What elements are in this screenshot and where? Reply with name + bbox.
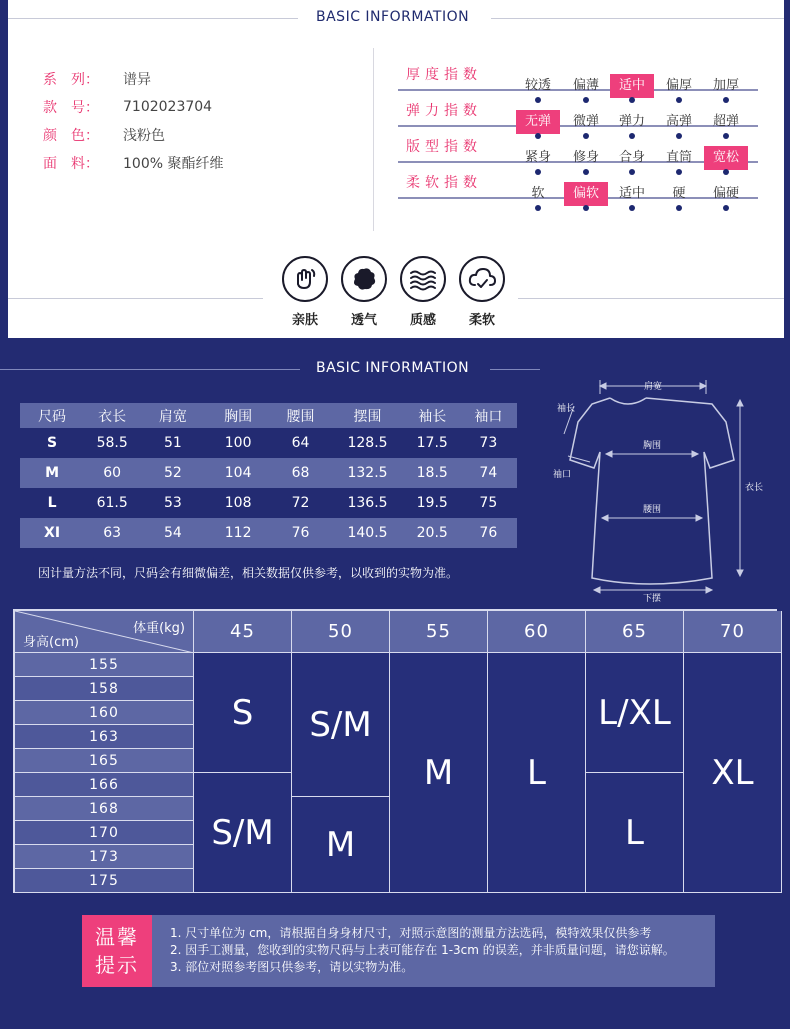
size-value: 52 [140,458,205,488]
garment-diagram [548,372,778,604]
tips-badge-line2: 提示 [95,953,139,977]
column-header: 胸围 [206,403,271,428]
size-value: 140.5 [330,518,404,548]
size-section-header: BASIC INFORMATION [316,360,470,376]
height-row-label: 155 [15,653,194,677]
section-header: BASIC INFORMATION [316,9,470,25]
label-cuff: 袖口 [552,470,572,480]
height-row-label: 175 [15,869,194,893]
column-header: 摆围 [330,403,404,428]
label-chest: 胸围 [642,441,662,451]
height-row-label: 158 [15,677,194,701]
tip-line: 3. 部位对照参考图只供参考，请以实物为准。 [170,960,414,974]
size-name: M [20,458,84,488]
size-note: 因计量方法不同，尺码会有细微偏差，相关数据仅供参考，以收到的实物为准。 [38,566,459,580]
weight-header: 70 [684,611,782,653]
indicator-option: 合身 [618,150,645,165]
feature-breathable [339,256,389,328]
size-value: 73 [479,435,498,451]
indicator-option: 偏硬 [712,186,739,201]
size-recommendation: S/M [194,773,292,893]
size-value: 100 [224,435,252,451]
size-value: 20.5 [405,518,460,548]
texture-icon [400,256,446,302]
diagram-body-outline [570,398,734,584]
feature-skin-friendly [280,256,330,328]
size-recommendation: S [194,653,292,773]
feature-label: 亲肤 [291,313,318,328]
indicator-option: 偏软 [564,182,608,206]
attribute-label: 款 号： [43,100,99,116]
size-name: XI [20,518,84,548]
size-recommendation: L [586,773,684,893]
size-table [20,403,517,548]
feature-label: 质感 [409,313,436,328]
product-attributes [43,65,223,177]
weight-axis-label: 体重(kg) [133,621,185,636]
header-rule-left [8,18,298,19]
feature-rule-left [8,298,263,299]
size-value: 76 [271,518,331,548]
height-row-label: 165 [15,749,194,773]
indicator-option: 加厚 [712,78,739,93]
size-recommendation: L/XL [586,653,684,773]
size-value: 74 [460,458,517,488]
attribute-value: 7102023704 [123,99,213,115]
size-value: 108 [224,495,252,511]
indicator-row [398,100,758,136]
feature-texture [398,256,448,328]
indicator-option: 宽松 [704,146,748,170]
size-value: 58.5 [96,435,128,451]
indicator-dot [629,205,635,211]
indicator-label: 柔软指数 [406,175,482,191]
attribute-value: 100% 聚酯纤维 [123,156,224,172]
size-value: 64 [291,435,310,451]
height-row-label: 163 [15,725,194,749]
size-row [20,518,517,548]
header-rule-right [491,18,784,19]
attribute-label: 系 列： [43,72,99,88]
indicator-option: 修身 [572,150,599,165]
indicator-dot [676,205,682,211]
size-value: 60 [84,458,140,488]
label-length: 衣长 [744,483,764,493]
height-row-label: 173 [15,845,194,869]
size-value: 19.5 [416,495,448,511]
indicator-option: 弹力 [618,114,645,129]
size-value: 72 [291,495,310,511]
size-recommendation: XL [684,653,782,893]
height-row-label: 170 [15,821,194,845]
size-value: 68 [271,458,331,488]
attribute-row [43,65,223,93]
size-value: 54 [140,518,205,548]
size-value: 75 [479,495,498,511]
size-row [20,488,517,518]
indicator-label: 厚度指数 [406,67,482,83]
indicator-dot [535,205,541,211]
indicator-row [398,136,758,172]
size-value: 76 [460,518,517,548]
size-recommendation: S/M [292,653,390,797]
indicator-row [398,172,758,208]
divider [373,48,374,231]
size-table-body [20,428,517,548]
chart-corner [15,611,194,653]
size-recommendation: M [292,797,390,893]
size-value: 61.5 [96,495,128,511]
attribute-row [43,149,223,177]
weight-header: 60 [488,611,586,653]
tip-line: 1. 尺寸单位为 cm，请根据自身身材尺寸，对照示意图的测量方法选码，模特效果仅供参考 [170,926,652,940]
height-row-label: 160 [15,701,194,725]
attribute-value: 谱异 [123,72,151,88]
size-name: S [47,435,58,451]
size-name: L [47,495,57,511]
attribute-value: 浅粉色 [123,128,165,144]
tips-text [170,925,675,976]
height-row-label: 168 [15,797,194,821]
size-row [20,428,517,458]
size-header-rule-right [490,369,540,370]
size-value: 112 [206,518,271,548]
size-value: 53 [163,495,182,511]
feature-rule-right [518,298,784,299]
weight-header: 65 [586,611,684,653]
breathable-icon [341,256,387,302]
column-header: 衣长 [84,403,140,428]
tip-line: 2. 因手工测量，您收到的实物尺码与上表可能存在 1-3cm 的误差，并非质量问题，请您谅解。 [170,943,675,957]
attribute-label: 颜 色： [43,128,99,144]
column-header: 袖口 [460,403,517,428]
indicator-option: 直筒 [665,150,692,165]
size-value: 128.5 [347,435,388,451]
indicator-option: 较透 [524,78,551,93]
attribute-row [43,93,223,121]
skin-friendly-icon [282,256,328,302]
indicator-option: 软 [531,186,545,201]
size-row [20,458,517,488]
weight-header: 55 [390,611,488,653]
indicator-label: 版型指数 [406,139,482,155]
feature-label: 透气 [350,313,377,328]
weight-header: 45 [194,611,292,653]
indicator-row [398,64,758,100]
indicator-label: 弹力指数 [406,103,482,119]
size-value: 17.5 [416,435,448,451]
size-value: 132.5 [330,458,404,488]
label-shoulder: 肩宽 [643,382,663,392]
label-hem: 下摆 [642,594,662,604]
indicator-dot [583,205,589,211]
tips-badge [82,915,152,987]
size-value: 63 [84,518,140,548]
indicator-option: 紧身 [524,150,551,165]
size-table-header [20,403,517,428]
indicator-dot [723,205,729,211]
indicator-option: 微弹 [572,114,599,129]
soft-icon [459,256,505,302]
size-value: 104 [206,458,271,488]
indicator-option: 无弹 [516,110,560,134]
label-waist: 腰围 [642,505,662,515]
indicator-option: 超弹 [712,114,739,129]
height-axis-label: 身高(cm) [23,635,79,650]
size-value: 18.5 [405,458,460,488]
tips-box [82,915,715,987]
size-value: 51 [163,435,182,451]
height-weight-size-chart [13,609,777,893]
feature-soft [457,256,507,328]
indicator-option: 适中 [610,74,654,98]
height-row-label: 166 [15,773,194,797]
weight-header: 50 [292,611,390,653]
column-header: 腰围 [271,403,331,428]
label-sleeve-length: 袖长 [556,404,576,414]
size-recommendation: L [488,653,586,893]
indicator-option: 偏薄 [572,78,599,93]
indicator-option: 高弹 [665,114,692,129]
indicator-option: 硬 [672,186,686,201]
tips-badge-line1: 温馨 [95,925,139,949]
attribute-label: 面 料： [43,156,99,172]
product-info-card [8,0,784,338]
column-header: 尺码 [20,403,84,428]
size-header-rule-left [0,369,300,370]
size-value: 136.5 [347,495,388,511]
feature-label: 柔软 [468,313,495,328]
indicator-option: 偏厚 [665,78,692,93]
column-header: 袖长 [405,403,460,428]
column-header: 肩宽 [140,403,205,428]
attribute-row [43,121,223,149]
diagram-neckline [610,398,646,404]
size-recommendation: M [390,653,488,893]
indicator-option: 适中 [618,186,645,201]
